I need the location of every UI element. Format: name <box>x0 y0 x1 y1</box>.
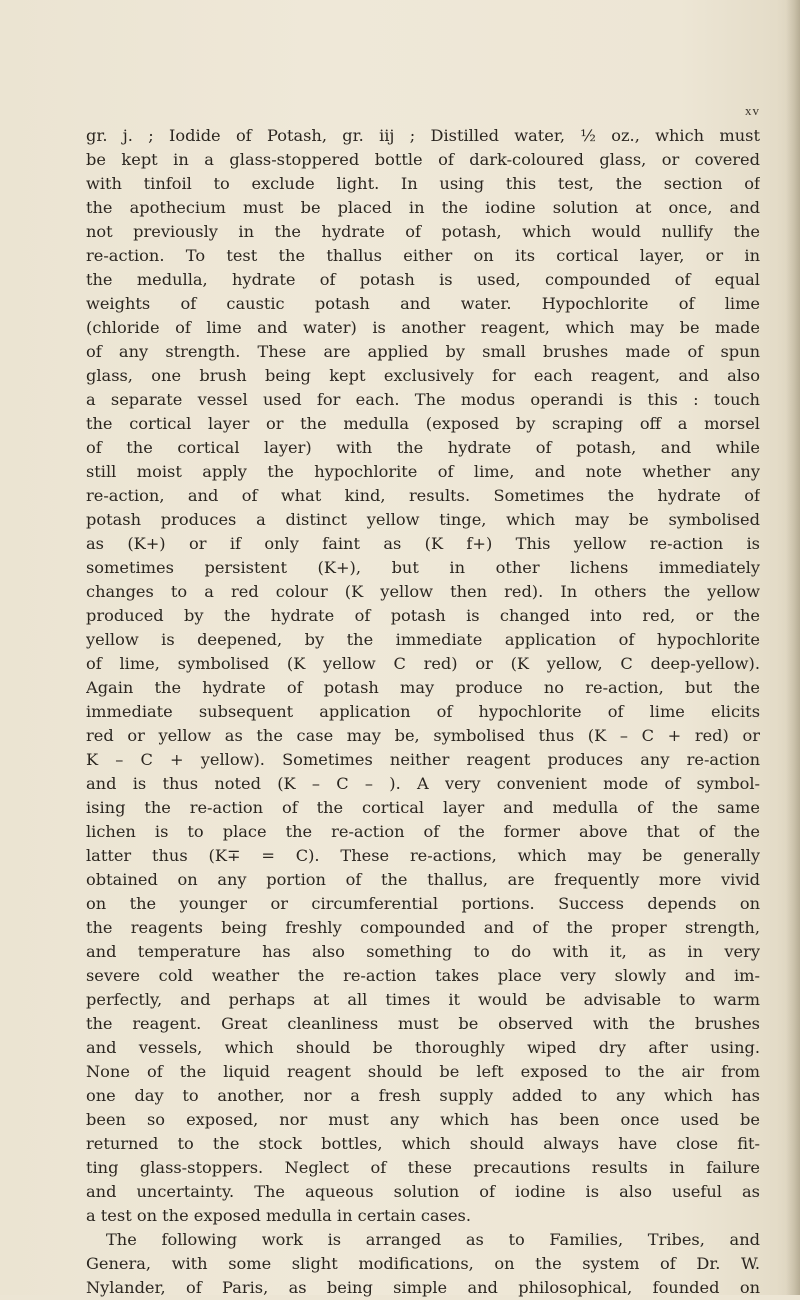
text-line: immediate subsequent application of hypochlorite of lime elicits <box>86 702 760 721</box>
text-line: perfectly, and perhaps at all times it would be advisable to warm <box>86 990 760 1009</box>
text-line: of any strength. These are applied by small brushes made of spun <box>86 342 760 361</box>
text-line: sometimes persistent (K+), but in other lichens immediately <box>86 558 760 577</box>
text-line: of the cortical layer) with the hydrate of potash, and while <box>86 438 760 457</box>
text-line: not previously in the hydrate of potash, which would nullify the <box>86 222 760 241</box>
text-line: a separate vessel used for each. The modus operandi is this : touch <box>86 390 760 409</box>
text-line: re-action. To test the thallus either on its cortical layer, or in <box>86 246 760 265</box>
page-number: xv <box>745 103 760 118</box>
text-line: ising the re-action of the cortical layer and medulla of the same <box>86 798 760 817</box>
text-line: gr. j. ; Iodide of Potash, gr. iij ; Distilled water, ½ oz., which must <box>86 126 760 145</box>
text-line: still moist apply the hypochlorite of lime, and note whether any <box>86 462 760 481</box>
text-line: The following work is arranged as to Families, Tribes, and <box>106 1230 760 1249</box>
text-line: as (K+) or if only faint as (K f+) This yellow re-action is <box>86 534 760 553</box>
text-line: severe cold weather the re-action takes place very slowly and im- <box>86 966 760 985</box>
text-line: the medulla, hydrate of potash is used, compounded of equal <box>86 270 760 289</box>
text-line: Nylander, of Paris, as being simple and philosophical, founded on <box>86 1278 760 1297</box>
text-line: and temperature has also something to do with it, as in very <box>86 942 760 961</box>
text-line: on the younger or circumferential portions. Success depends on <box>86 894 760 913</box>
text-line: K – C + yellow). Sometimes neither reagent produces any re-action <box>86 750 760 769</box>
text-line: a test on the exposed medulla in certain cases. <box>86 1206 471 1225</box>
text-line: potash produces a distinct yellow tinge, which may be symbolised <box>86 510 760 529</box>
text-line: of lime, symbolised (K yellow C red) or (K yellow, C deep-yellow). <box>86 654 760 673</box>
text-line: red or yellow as the case may be, symbolised thus (K – C + red) or <box>86 726 760 745</box>
text-line: the cortical layer or the medulla (exposed by scraping off a morsel <box>86 414 760 433</box>
text-line: and is thus noted (K – C – ). A very convenient mode of symbol- <box>86 774 760 793</box>
text-line: and vessels, which should be thoroughly wiped dry after using. <box>86 1038 760 1057</box>
text-line: obtained on any portion of the thallus, are frequently more vivid <box>86 870 760 889</box>
text-line: latter thus (K∓ = C). These re-actions, which may be generally <box>86 846 760 865</box>
text-line: returned to the stock bottles, which should always have close fit- <box>86 1134 760 1153</box>
text-line: been so exposed, nor must any which has been once used be <box>86 1110 760 1129</box>
text-line: changes to a red colour (K yellow then red). In others the yellow <box>86 582 760 601</box>
text-line: the reagent. Great cleanliness must be observed with the brushes <box>86 1014 760 1033</box>
text-line: produced by the hydrate of potash is changed into red, or the <box>86 606 760 625</box>
text-line: Genera, with some slight modifications, on the system of Dr. W. <box>86 1254 760 1273</box>
text-line: and uncertainty. The aqueous solution of iodine is also useful as <box>86 1182 760 1201</box>
text-line: yellow is deepened, by the immediate application of hypochlorite <box>86 630 760 649</box>
text-line: be kept in a glass-stoppered bottle of dark-coloured glass, or covered <box>86 150 760 169</box>
text-line: one day to another, nor a fresh supply added to any which has <box>86 1086 760 1105</box>
text-line: the apothecium must be placed in the iodine solution at once, and <box>86 198 760 217</box>
text-line: re-action, and of what kind, results. Sometimes the hydrate of <box>86 486 760 505</box>
text-line: Again the hydrate of potash may produce no re-action, but the <box>86 678 760 697</box>
text-line: with tinfoil to exclude light. In using this test, the section of <box>86 174 760 193</box>
text-line: weights of caustic potash and water. Hypochlorite of lime <box>86 294 760 313</box>
text-line: glass, one brush being kept exclusively for each reagent, and also <box>86 366 760 385</box>
text-line: ting glass-stoppers. Neglect of these precautions results in failure <box>86 1158 760 1177</box>
page-edge-shadow <box>786 0 800 1295</box>
text-line: (chloride of lime and water) is another reagent, which may be made <box>86 318 760 337</box>
text-line: lichen is to place the re-action of the former above that of the <box>86 822 760 841</box>
text-line: None of the liquid reagent should be left exposed to the air from <box>86 1062 760 1081</box>
text-line: the reagents being freshly compounded and of the proper strength, <box>86 918 760 937</box>
body-text <box>86 124 760 1300</box>
